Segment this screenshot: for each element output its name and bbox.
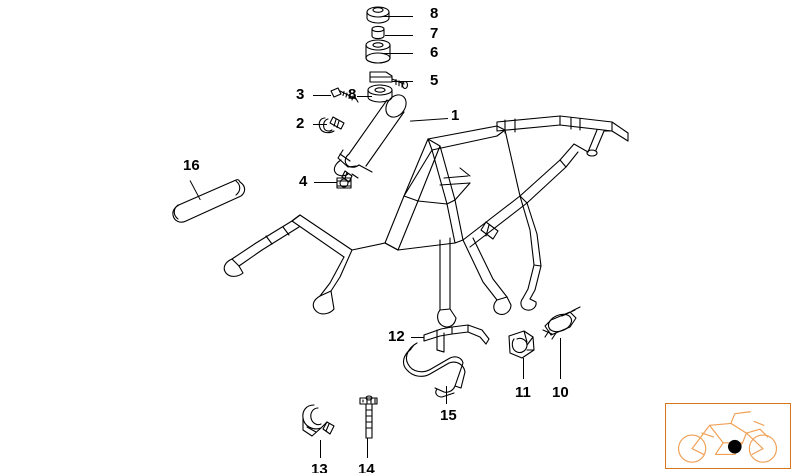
callout-7: 7 [430,25,439,42]
leader-7 [385,35,413,36]
leader-8-top [383,16,413,17]
motorcycle-location-thumbnail [665,403,791,469]
leader-8-lower [357,96,372,97]
callout-11: 11 [515,384,531,401]
part-15-hose [404,343,465,397]
leader-3 [313,95,331,96]
callout-8-top: 8 [430,5,439,22]
callout-12: 12 [388,328,405,345]
callout-1: 1 [451,107,460,124]
leader-12 [411,337,424,338]
leader-4 [314,182,337,183]
part-16-hose [173,180,245,223]
part-14-t-fitting [360,396,377,438]
part-8-lower-washer [368,85,392,102]
callout-4: 4 [299,173,308,190]
leader-14 [367,438,368,458]
callout-2: 2 [296,115,305,132]
callout-14: 14 [358,461,375,473]
callout-6: 6 [430,44,439,61]
part-1-fuel-pump [334,91,410,182]
part-7-spacer [372,26,384,38]
callout-13: 13 [311,461,328,473]
leader-10 [560,338,561,379]
leader-15 [446,386,447,404]
location-marker [728,440,742,454]
callout-10: 10 [552,384,569,401]
leader-2 [313,124,327,125]
callout-3: 3 [296,86,305,103]
callout-15: 15 [440,407,457,424]
motorcycle-frame [224,116,628,327]
part-8-top-cap [367,7,389,23]
callout-8-lower: 8 [348,86,357,103]
callout-5: 5 [430,72,439,89]
leader-13 [320,440,321,458]
leader-6 [383,53,413,54]
part-6-rubber-mount [366,40,390,63]
callout-16: 16 [183,157,200,174]
part-11-mount [509,331,534,358]
leader-5 [392,81,413,82]
part-12-bracket [424,325,489,352]
part-13-clamp [303,405,334,436]
leader-11 [523,358,524,379]
part-10-fuel-filter [543,307,580,339]
part-4-grommet [337,178,351,188]
